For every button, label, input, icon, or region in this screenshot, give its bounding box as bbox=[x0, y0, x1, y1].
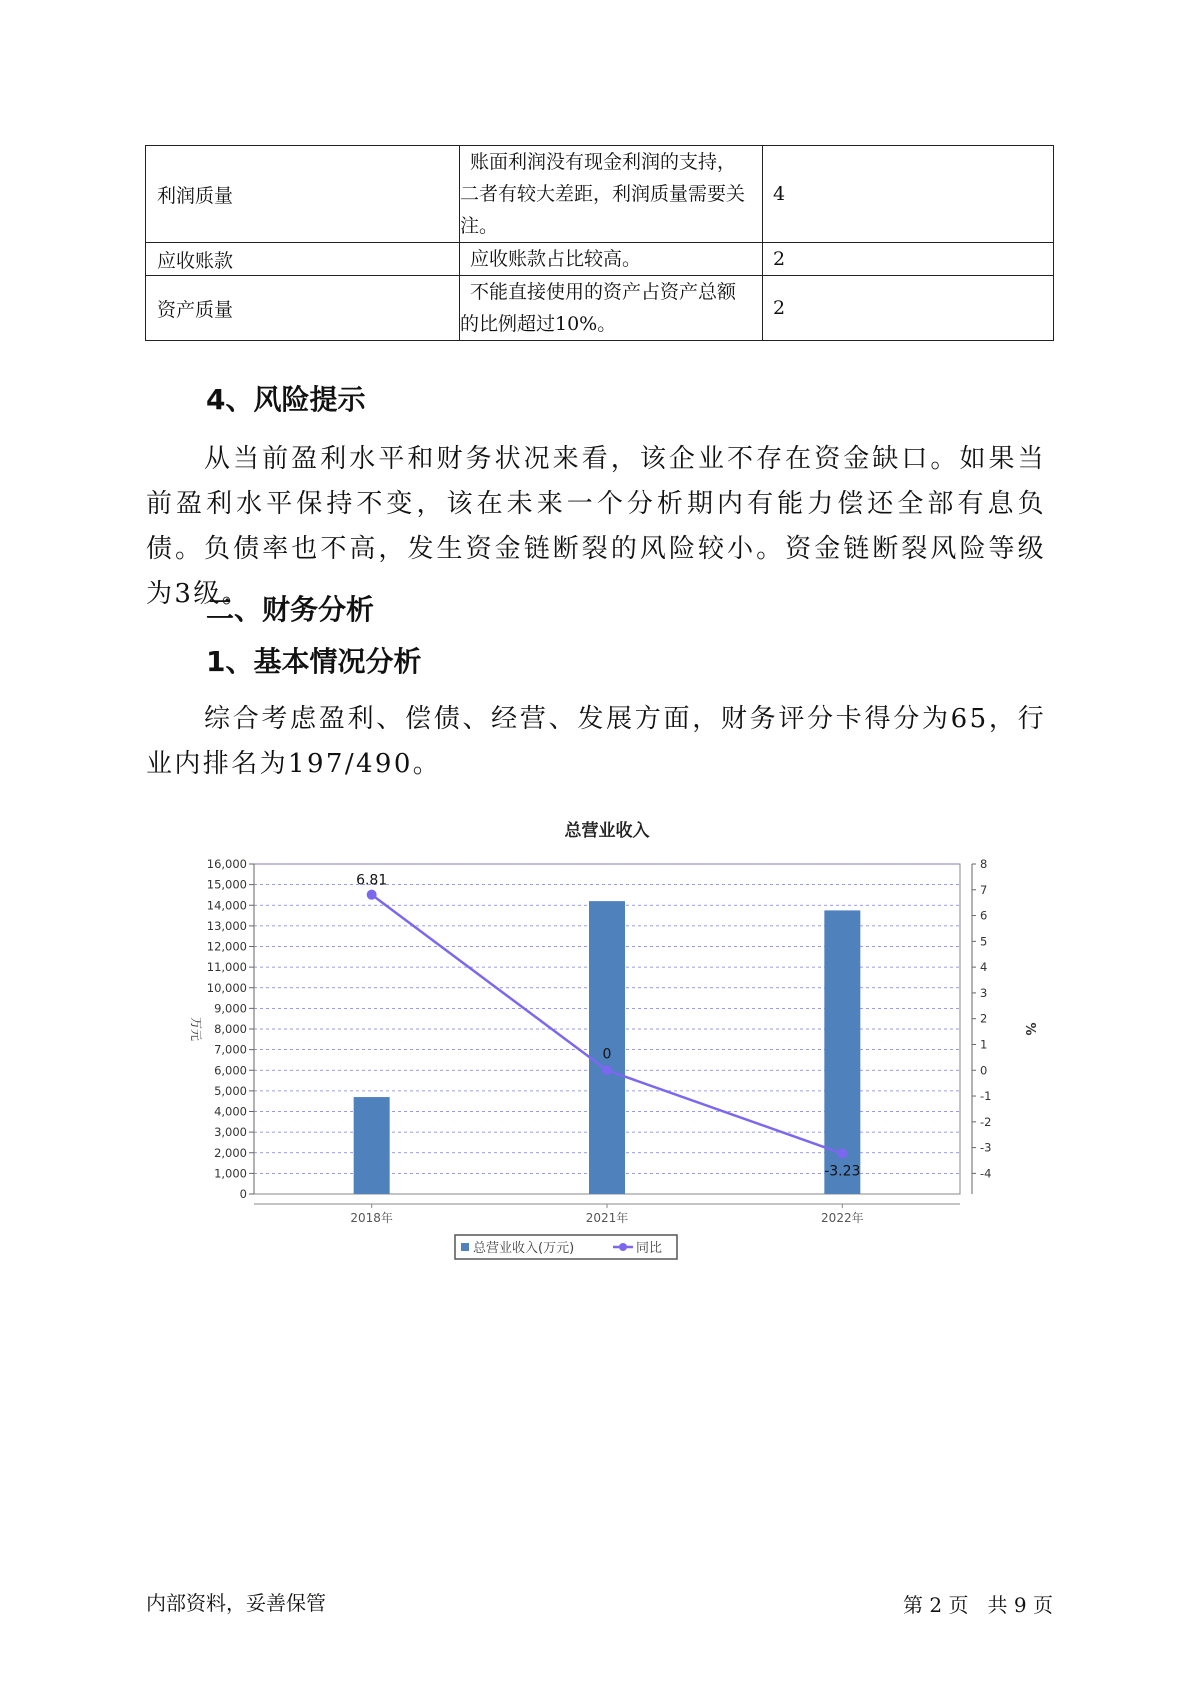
legend-bar-swatch bbox=[461, 1243, 469, 1251]
y2-tick-label: 3 bbox=[980, 985, 988, 1000]
y2-tick-label: -1 bbox=[980, 1089, 992, 1104]
revenue-chart-svg bbox=[170, 812, 1037, 1272]
risk-table-row bbox=[146, 243, 1054, 276]
y-tick-label: 14,000 bbox=[206, 898, 247, 913]
y2-tick-label: -4 bbox=[980, 1166, 992, 1181]
risk-level-cell: 2 bbox=[763, 276, 1054, 341]
y2-tick-label: 1 bbox=[980, 1037, 988, 1052]
footer-page-number: 第 2 页 共 9 页 bbox=[903, 1593, 1053, 1617]
risk-description-cell bbox=[460, 243, 763, 276]
risk-description-line: 不能直接使用的资产占资产总额 bbox=[470, 281, 737, 303]
risk-description-line: 二者有较大差距，利润质量需要关 bbox=[460, 183, 746, 205]
risk-table-row bbox=[146, 276, 1054, 341]
y-tick-label: 9,000 bbox=[214, 1001, 247, 1016]
part-heading-financial-analysis: 二、财务分析 bbox=[206, 593, 375, 626]
y-tick-label: 7,000 bbox=[214, 1042, 247, 1057]
y2-tick-label: 5 bbox=[980, 934, 988, 949]
legend-line-label: 同比 bbox=[636, 1241, 663, 1256]
y-tick-label: 15,000 bbox=[206, 877, 247, 892]
risk-table bbox=[145, 145, 1054, 341]
yoy-point bbox=[837, 1149, 847, 1159]
y-tick-label: 5,000 bbox=[214, 1083, 247, 1098]
risk-table-row bbox=[146, 146, 1054, 243]
y2-tick-label: 2 bbox=[980, 1011, 988, 1026]
y-tick-label: 6,000 bbox=[214, 1063, 247, 1078]
y2-tick-label: 0 bbox=[980, 1063, 988, 1078]
risk-level-cell: 4 bbox=[763, 146, 1054, 243]
risk-description-line: 账面利润没有现金利润的支持， bbox=[470, 151, 737, 173]
footer-confidential-note: 内部资料，妥善保管 bbox=[146, 1591, 326, 1615]
y-tick-label: 12,000 bbox=[206, 939, 247, 954]
risk-description-line: 的比例超过10%。 bbox=[460, 313, 617, 335]
section-heading-risk: 4、风险提示 bbox=[206, 383, 366, 416]
y-tick-label: 2,000 bbox=[214, 1145, 247, 1160]
risk-item-cell: 利润质量 bbox=[146, 146, 460, 243]
revenue-bar bbox=[354, 1097, 390, 1194]
y-tick-label: 11,000 bbox=[206, 960, 247, 975]
chart-title: 总营业收入 bbox=[564, 821, 650, 841]
y-tick-label: 13,000 bbox=[206, 918, 247, 933]
y-tick-label: 0 bbox=[239, 1187, 247, 1201]
y2-axis-label: % bbox=[1022, 1022, 1037, 1036]
y2-tick-label: 7 bbox=[980, 882, 988, 897]
legend-bar-label: 总营业收入(万元) bbox=[473, 1241, 575, 1256]
y2-tick-label: 6 bbox=[980, 908, 988, 923]
yoy-point bbox=[367, 890, 377, 900]
risk-table-body bbox=[146, 146, 1054, 341]
yoy-data-label: 0 bbox=[602, 1046, 612, 1063]
x-tick-label: 2021年 bbox=[585, 1211, 629, 1225]
y-tick-label: 16,000 bbox=[206, 857, 247, 871]
y-tick-label: 8,000 bbox=[214, 1022, 247, 1036]
y-axis-label: 万元 bbox=[189, 1016, 203, 1042]
y2-tick-label: 4 bbox=[980, 960, 988, 975]
y2-tick-label: -2 bbox=[980, 1114, 992, 1129]
y-tick-label: 4,000 bbox=[214, 1104, 247, 1119]
risk-item-cell: 资产质量 bbox=[146, 276, 460, 341]
y2-tick-label: -3 bbox=[980, 1140, 992, 1155]
risk-description-cell bbox=[460, 276, 763, 341]
legend-line-marker bbox=[619, 1243, 627, 1251]
y-tick-label: 1,000 bbox=[214, 1166, 247, 1181]
risk-description-cell bbox=[460, 146, 763, 243]
y2-tick-label: 8 bbox=[980, 857, 988, 871]
x-tick-label: 2022年 bbox=[821, 1211, 864, 1225]
risk-description-line: 应收账款占比较高。 bbox=[470, 248, 642, 270]
yoy-data-label: 6.81 bbox=[356, 872, 388, 889]
risk-description-line: 注。 bbox=[460, 215, 499, 237]
y-tick-label: 3,000 bbox=[214, 1125, 247, 1140]
section-heading-basic-analysis: 1、基本情况分析 bbox=[206, 645, 422, 678]
basic-analysis-paragraph: 综合考虑盈利、偿债、经营、发展方面，财务评分卡得分为65，行业内排名为197/490。 bbox=[146, 704, 1046, 779]
risk-paragraph: 从当前盈利水平和财务状况来看，该企业不存在资金缺口。如果当前盈利水平保持不变，该在未来一个分析期内有能力偿还全部有息负债。负债率也不高，发生资金链断裂的风险较小。资金链断裂风险等级为3级。 bbox=[146, 444, 1046, 609]
yoy-point bbox=[602, 1065, 612, 1075]
x-tick-label: 2018年 bbox=[350, 1211, 393, 1225]
risk-item-cell: 应收账款 bbox=[146, 243, 460, 276]
yoy-data-label: -3.23 bbox=[824, 1163, 861, 1180]
y-tick-label: 10,000 bbox=[206, 980, 247, 995]
revenue-chart bbox=[170, 812, 1037, 1272]
risk-level-cell: 2 bbox=[763, 243, 1054, 276]
